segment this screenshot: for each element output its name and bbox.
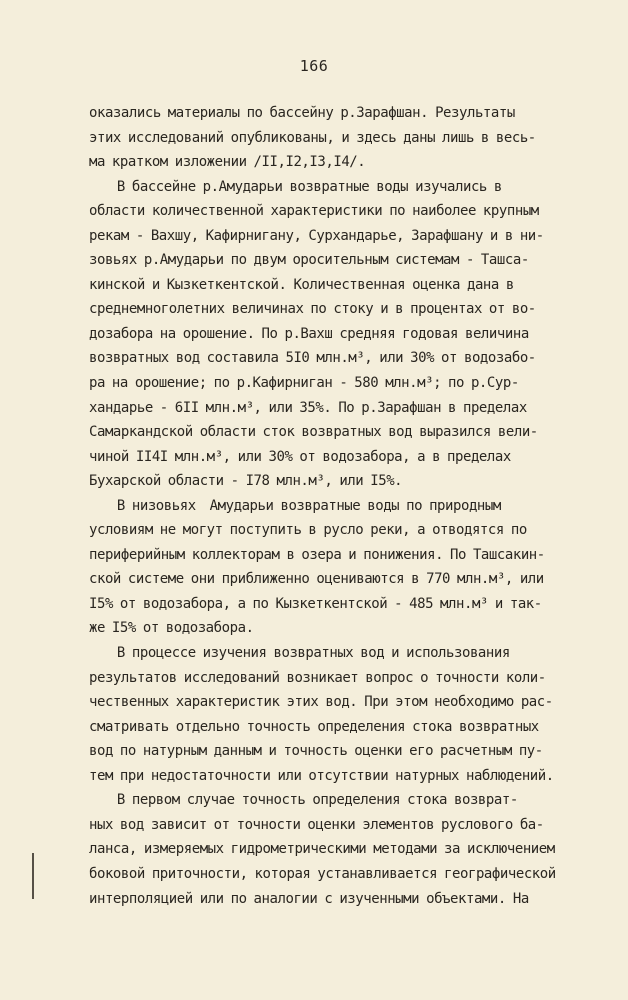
text-line: Самаркандской области сток возвратных вод выразился вели-	[89, 424, 538, 441]
text-line: возвратных вод составила 5I0 млн.м³, или 30% от водозабо-	[89, 350, 536, 367]
text-line: кинской и Кызкеткентской. Количественная оценка дана в	[89, 276, 514, 293]
text-line: хандарье - 6II млн.м³, или 35%. По р.Зарафшан в пределах	[89, 399, 527, 416]
text-line: боковой приточности, которая устанавливается географической	[89, 865, 556, 882]
text-line: В процессе изучения возвратных вод и использования	[89, 645, 510, 662]
text-line: ма кратком изложении /II,I2,I3,I4/.	[89, 154, 366, 171]
text-line: периферийным коллекторам в озера и понижения. По Ташсакин-	[89, 546, 545, 563]
text-line: дозабора на орошение. По р.Вахш средняя годовая величина	[89, 325, 529, 342]
text-line: зовьях р.Амударьи по двум оросительным системам - Ташса-	[89, 252, 529, 269]
text-line: результатов исследований возникает вопрос о точности коли-	[89, 669, 546, 686]
text-line: ской системе они приближенно оцениваются в 770 млн.м³, или	[89, 571, 544, 588]
text-line: оказались материалы по бассейну р.Зарафшан. Результаты	[89, 105, 515, 121]
text-line: ных вод зависит от точности оценки элементов руслового ба-	[89, 816, 544, 833]
text-line: сматривать отдельно точность определения стока возвратных	[89, 718, 539, 735]
page-number: 166	[299, 57, 329, 75]
text-line: рекам - Вахшу, Кафирнигану, Сурхандарье, Зарафшану и в ни-	[89, 227, 544, 244]
text-line: условиям не могут поступить в русло реки, а отводятся по	[89, 522, 527, 539]
text-line: В низовьях Амударьи возвратные воды по природным	[89, 497, 501, 514]
text-line: же I5% от водозабора.	[89, 620, 254, 637]
text-line: чиной II4I млн.м³, или 30% от водозабора, а в пределах	[89, 448, 511, 465]
text-line: чественных характеристик этих вод. При этом необходимо рас-	[89, 694, 553, 711]
text-line: интерполяцией или по аналогии с изученными объектами. На	[89, 890, 529, 907]
text-line: тем при недостаточности или отсутствии натурных наблюдений.	[89, 767, 554, 784]
text-line: ланса, измеряемых гидрометрическими методами за исключением	[89, 841, 555, 858]
body-text	[89, 101, 589, 911]
text-line: I5% от водозабора, а по Кызкеткентской - 485 млн.м³ и так-	[89, 595, 542, 612]
text-line: области количественной характеристики по наиболее крупным	[89, 203, 539, 220]
text-line: ра на орошение; по р.Кафирниган - 580 млн.м³; по р.Сур-	[89, 375, 519, 392]
text-line: этих исследований опубликованы, и здесь даны лишь в весь-	[89, 129, 536, 146]
margin-pencil-mark	[32, 853, 34, 899]
text-line: Бухарской области - I78 млн.м³, или I5%.	[89, 473, 403, 490]
text-line: В первом случае точность определения стока возврат-	[89, 792, 518, 809]
text-line: среднемноголетних величинах по стоку и в процентах от во-	[89, 301, 536, 318]
text-line: В бассейне р.Амударьи возвратные воды изучались в	[89, 178, 502, 195]
text-line: вод по натурным данным и точность оценки его расчетным пу-	[89, 743, 543, 760]
